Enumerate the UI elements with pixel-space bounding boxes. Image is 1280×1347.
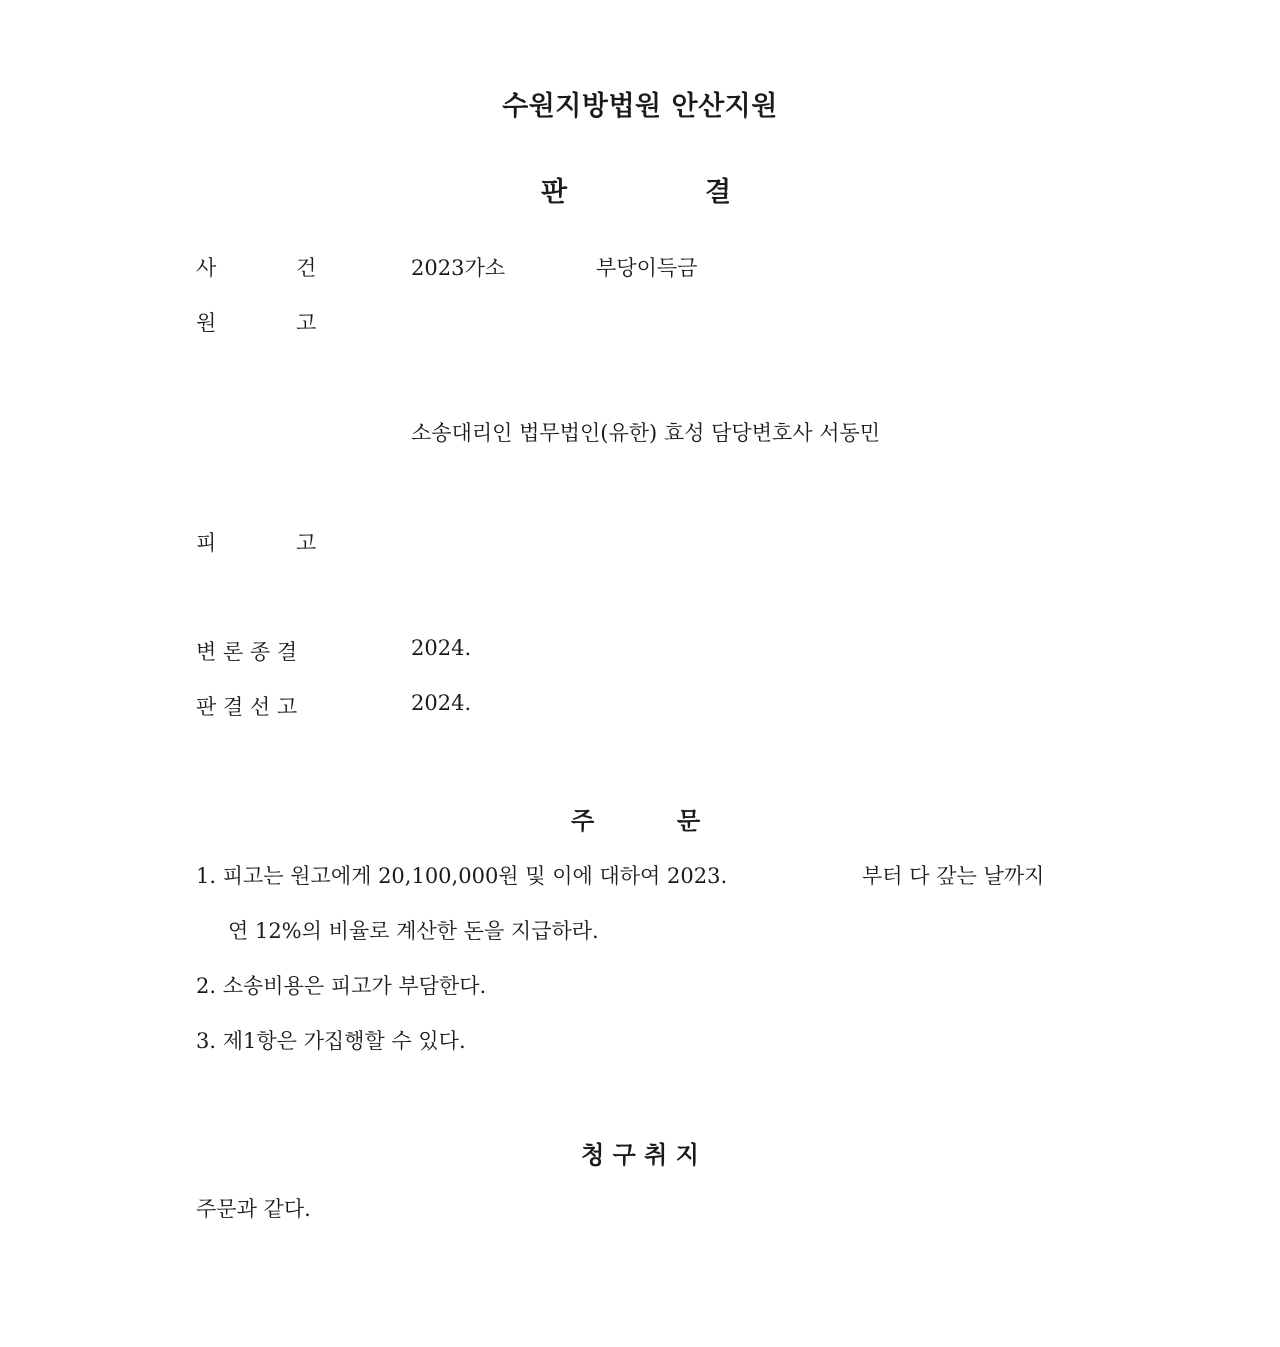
plaintiff-representative: 소송대리인 법무법인(유한) 효성 담당변호사 서동민 <box>411 421 881 445</box>
claim-heading: 청 구 취 지 <box>581 1141 699 1169</box>
case-label-a: 사 <box>196 256 217 280</box>
title-char-1: 판 <box>541 177 568 208</box>
ruling-label: 판 결 선 고 <box>196 695 298 719</box>
case-number: 2023가소 <box>411 256 506 280</box>
claim-text: 주문과 같다. <box>196 1197 311 1221</box>
order-heading-char-2: 문 <box>677 807 701 835</box>
order-item-1-line-1a: 1. 피고는 원고에게 20,100,000원 및 이에 대하여 2023. <box>196 864 728 888</box>
court-name: 수원지방법원 안산지원 <box>502 91 778 122</box>
order-item-1-line-1b: 부터 다 갚는 날까지 <box>862 864 1045 888</box>
order-item-1-line-2: 연 12%의 비율로 계산한 돈을 지급하라. <box>228 919 599 943</box>
title-char-2: 결 <box>705 177 732 208</box>
ruling-date: 2024. <box>411 691 472 715</box>
order-item-2: 2. 소송비용은 피고가 부담한다. <box>196 974 487 998</box>
case-name: 부당이득금 <box>596 256 698 280</box>
order-heading-char-1: 주 <box>571 807 595 835</box>
plaintiff-label-b: 고 <box>296 311 317 335</box>
closing-date: 2024. <box>411 636 472 660</box>
order-item-3: 3. 제1항은 가집행할 수 있다. <box>196 1029 466 1053</box>
plaintiff-label-a: 원 <box>196 311 217 335</box>
defendant-label-b: 고 <box>296 531 317 555</box>
closing-label: 변 론 종 결 <box>196 640 298 664</box>
defendant-label-a: 피 <box>196 531 217 555</box>
case-label-b: 건 <box>296 256 317 280</box>
